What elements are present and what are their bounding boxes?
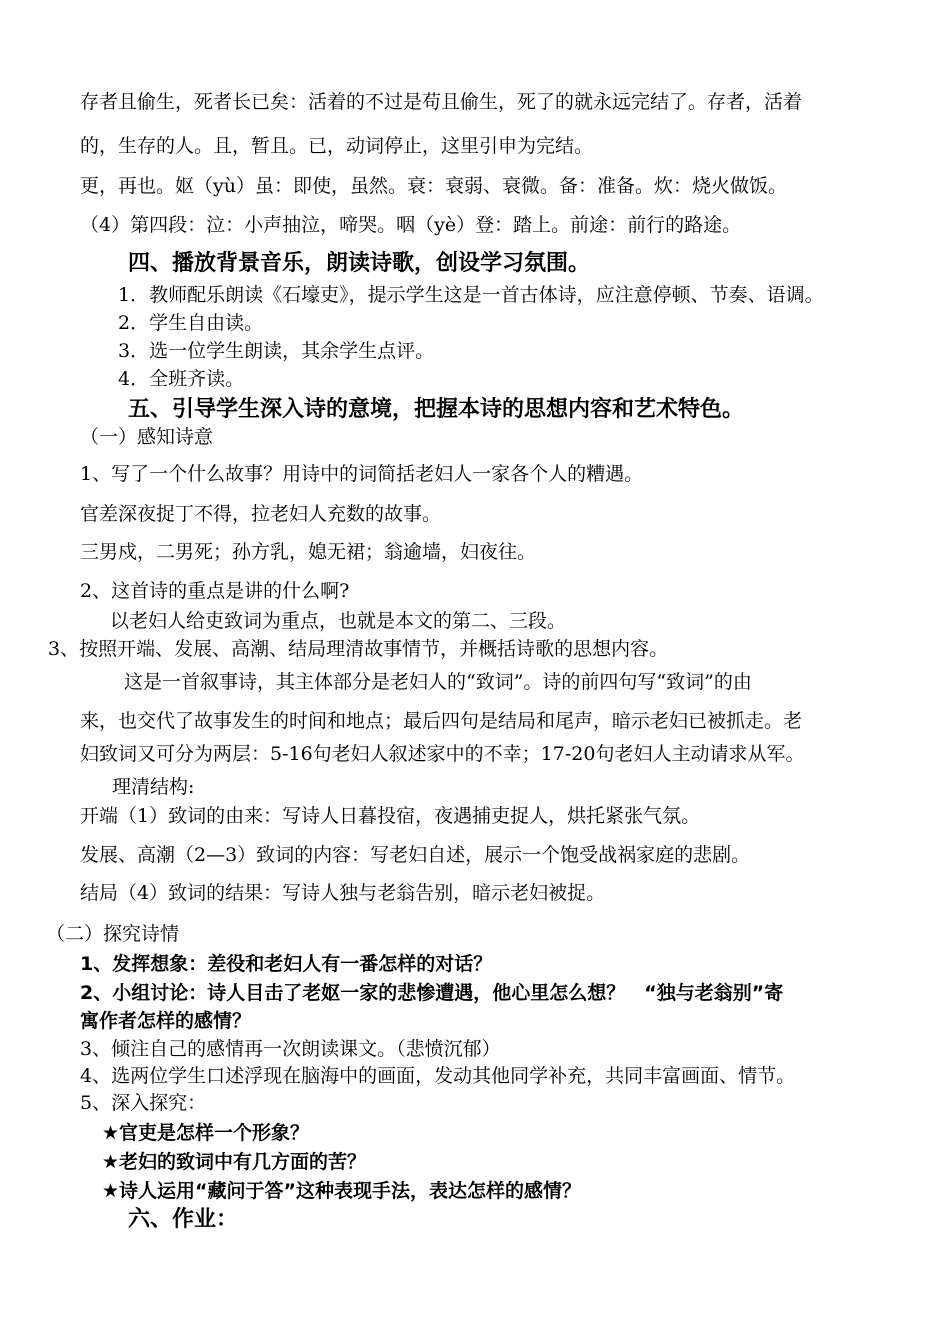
text-line: 来，也交代了故事发生的时间和地点；最后四句是结局和尾声，暗示老妇已被抓走。老 — [80, 710, 803, 732]
list-item: 1．教师配乐朗读《石壕吏》，提示学生这是一首古体诗，应注意停顿、节奏、语调。 — [118, 284, 824, 306]
question-item: 寓作者怎样的感情？ — [80, 1010, 252, 1032]
question-item: 2、小组讨论：诗人目击了老妪一家的悲惨遭遇，他心里怎么想？ “独与老翁别”寄 — [80, 982, 784, 1004]
list-item: 2．学生自由读。 — [118, 312, 264, 334]
list-item: 3．选一位学生朗读，其余学生点评。 — [118, 340, 435, 362]
text-line: 1、写了一个什么故事？用诗中的词简括老妇人一家各个人的糟遇。 — [80, 463, 644, 485]
bullet-item: ★诗人运用“藏问于答”这种表现手法，表达怎样的感情？ — [102, 1180, 582, 1202]
section-heading: 五、引导学生深入诗的意境，把握本诗的思想内容和艺术特色。 — [128, 397, 745, 422]
subsection-heading: （一）感知诗意 — [80, 426, 214, 448]
text-line: 发展、高潮（2—3）致词的内容：写老妇自述，展示一个饱受战祸家庭的悲剧。 — [80, 844, 751, 866]
section-heading: 六、作业： — [128, 1207, 239, 1232]
text-line: 开端（1）致词的由来：写诗人日暮投宿，夜遇捕吏捉人，烘托紧张气氛。 — [80, 805, 701, 827]
question-item: 5、深入探究： — [80, 1092, 207, 1114]
text-line: 官差深夜捉丁不得，拉老妇人充数的故事。 — [80, 503, 442, 525]
question-item: 4、选两位学生口述浮现在脑海中的画面，发动其他同学补充，共同丰富画面、情节。 — [80, 1065, 796, 1087]
text-line: 更，再也。妪（yù）虽：即使，虽然。衰：衰弱、衰微。备：准备。炊：烧火做饭。 — [80, 175, 787, 197]
text-line: 理清结构: — [112, 776, 195, 798]
text-line: 3、按照开端、发展、高潮、结局理清故事情节，并概括诗歌的思想内容。 — [48, 638, 669, 660]
text-line: 这是一首叙事诗，其主体部分是老妇人的“致词”。诗的前四句写“致词”的由 — [124, 671, 752, 693]
text-line: 以老妇人给吏致词为重点，也就是本文的第二、三段。 — [110, 610, 567, 632]
text-line: （4）第四段：泣：小声抽泣，啼哭。咽（yè）登：踏上。前途：前行的路途。 — [80, 214, 742, 236]
text-line: 三男戍，二男死；孙方乳，媳无裙；翁逾墙，妇夜往。 — [80, 541, 537, 563]
question-item: 1、发挥想象：差役和老妇人有一番怎样的对话？ — [80, 953, 493, 975]
bullet-item: ★官吏是怎样一个形象？ — [102, 1122, 310, 1144]
section-heading: 四、播放背景音乐，朗读诗歌，创设学习氛围。 — [128, 251, 591, 276]
question-item: 3、倾注自己的感情再一次朗读课文。（悲愤沉郁） — [80, 1038, 501, 1060]
list-item: 4．全班齐读。 — [118, 368, 245, 390]
text-line: 的，生存的人。且，暂且。已，动词停止，这里引申为完结。 — [80, 135, 594, 157]
text-line: 结局（4）致词的结果：写诗人独与老翁告别，暗示老妇被捉。 — [80, 882, 606, 904]
text-line: 妇致词又可分为两层：5-16句老妇人叙述家中的不幸；17-20句老妇人主动请求从军。 — [80, 743, 805, 765]
subsection-heading: （二）探究诗情 — [46, 923, 180, 945]
text-line: 2、这首诗的重点是讲的什么啊? — [80, 580, 350, 602]
bullet-item: ★老妇的致词中有几方面的苦？ — [102, 1151, 367, 1173]
text-line: 存者且偷生，死者长已矣：活着的不过是苟且偷生，死了的就永远完结了。存者，活着 — [80, 91, 803, 113]
